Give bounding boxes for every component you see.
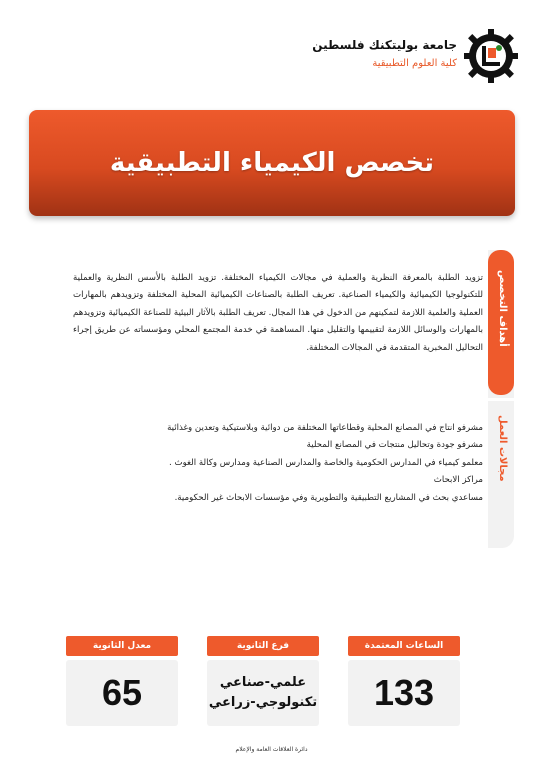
title-banner	[29, 110, 515, 216]
average-card	[66, 636, 178, 728]
list-item: مراكز الابحاث	[433, 475, 483, 486]
tab-label-jobs: مجالات العمل	[497, 415, 508, 482]
branch-card	[207, 636, 319, 728]
side-tab-divider	[488, 398, 514, 401]
goals-paragraph: تزويد الطلبة بالمعرفة النظرية والعملية في مجالات الكيمياء المختلفة. تزويد الطلبة بالأسس النظرية والعملية للتكنولوجيا الكيميائية والكيمياء الصناعية. تعريف الطلبة بالصناعات الكيميائية المحلية المختلفة وتزويدهم بالمهارات العملية والعلمية اللازمة لتمكينهم من الدخول في هذا المجال. تعريف الطلبة بالآثار البيئية للصناعة الكيميائية وتزويدهم بالمهارات والوسائل اللازمة لتقييمها والتقليل منها. المساهمة في خدمة المجتمع المحلي ومؤسساته عن طريق إجراء التحاليل المخبرية المتقدمة في المجالات المختلفة.	[73, 273, 483, 353]
jobs-list	[73, 420, 483, 507]
card-body	[207, 660, 319, 726]
credit-hours-value: 133	[373, 672, 435, 713]
university-name: جامعة بوليتكنك فلسطين	[312, 38, 457, 52]
branch-line-2: تكنولوجي-زراعي	[208, 695, 318, 710]
card-label: الساعات المعتمدة	[348, 636, 460, 656]
average-value: 65	[101, 672, 143, 713]
university-logo	[463, 28, 519, 84]
college-name: كلية العلوم التطبيقية	[372, 58, 457, 69]
page-title: تخصص الكيمياء التطبيقية	[109, 148, 435, 178]
card-label: فرع الثانوية	[207, 636, 319, 656]
card-body	[66, 660, 178, 726]
list-item: مشرفو انتاج في المصانع المحلية وقطاعاتها المختلفة من دوائية وبلاستيكية وتعدين وغذائية	[167, 423, 483, 433]
card-label: معدل الثانوية	[66, 636, 178, 656]
footer-credit: دائرة العلاقات العامة والإعلام	[235, 746, 308, 753]
credit-hours-card	[348, 636, 460, 728]
card-body	[348, 660, 460, 726]
list-item: مساعدي بحث في المشاريع التطبيقية والتطويرية وفي مؤسسات الابحاث غير الحكومية.	[174, 492, 483, 503]
list-item: معلمو كيمياء في المدارس الحكومية والخاصة والمدارس الصناعية ومدارس وكالة الغوث .	[169, 457, 483, 468]
list-item: مشرفو جودة وتحاليل منتجات في المصانع المحلية	[306, 440, 483, 451]
tab-label-goals: أهداف التخصص	[497, 270, 508, 347]
branch-line-1: علمي-صناعي	[219, 675, 307, 690]
header	[259, 24, 519, 94]
